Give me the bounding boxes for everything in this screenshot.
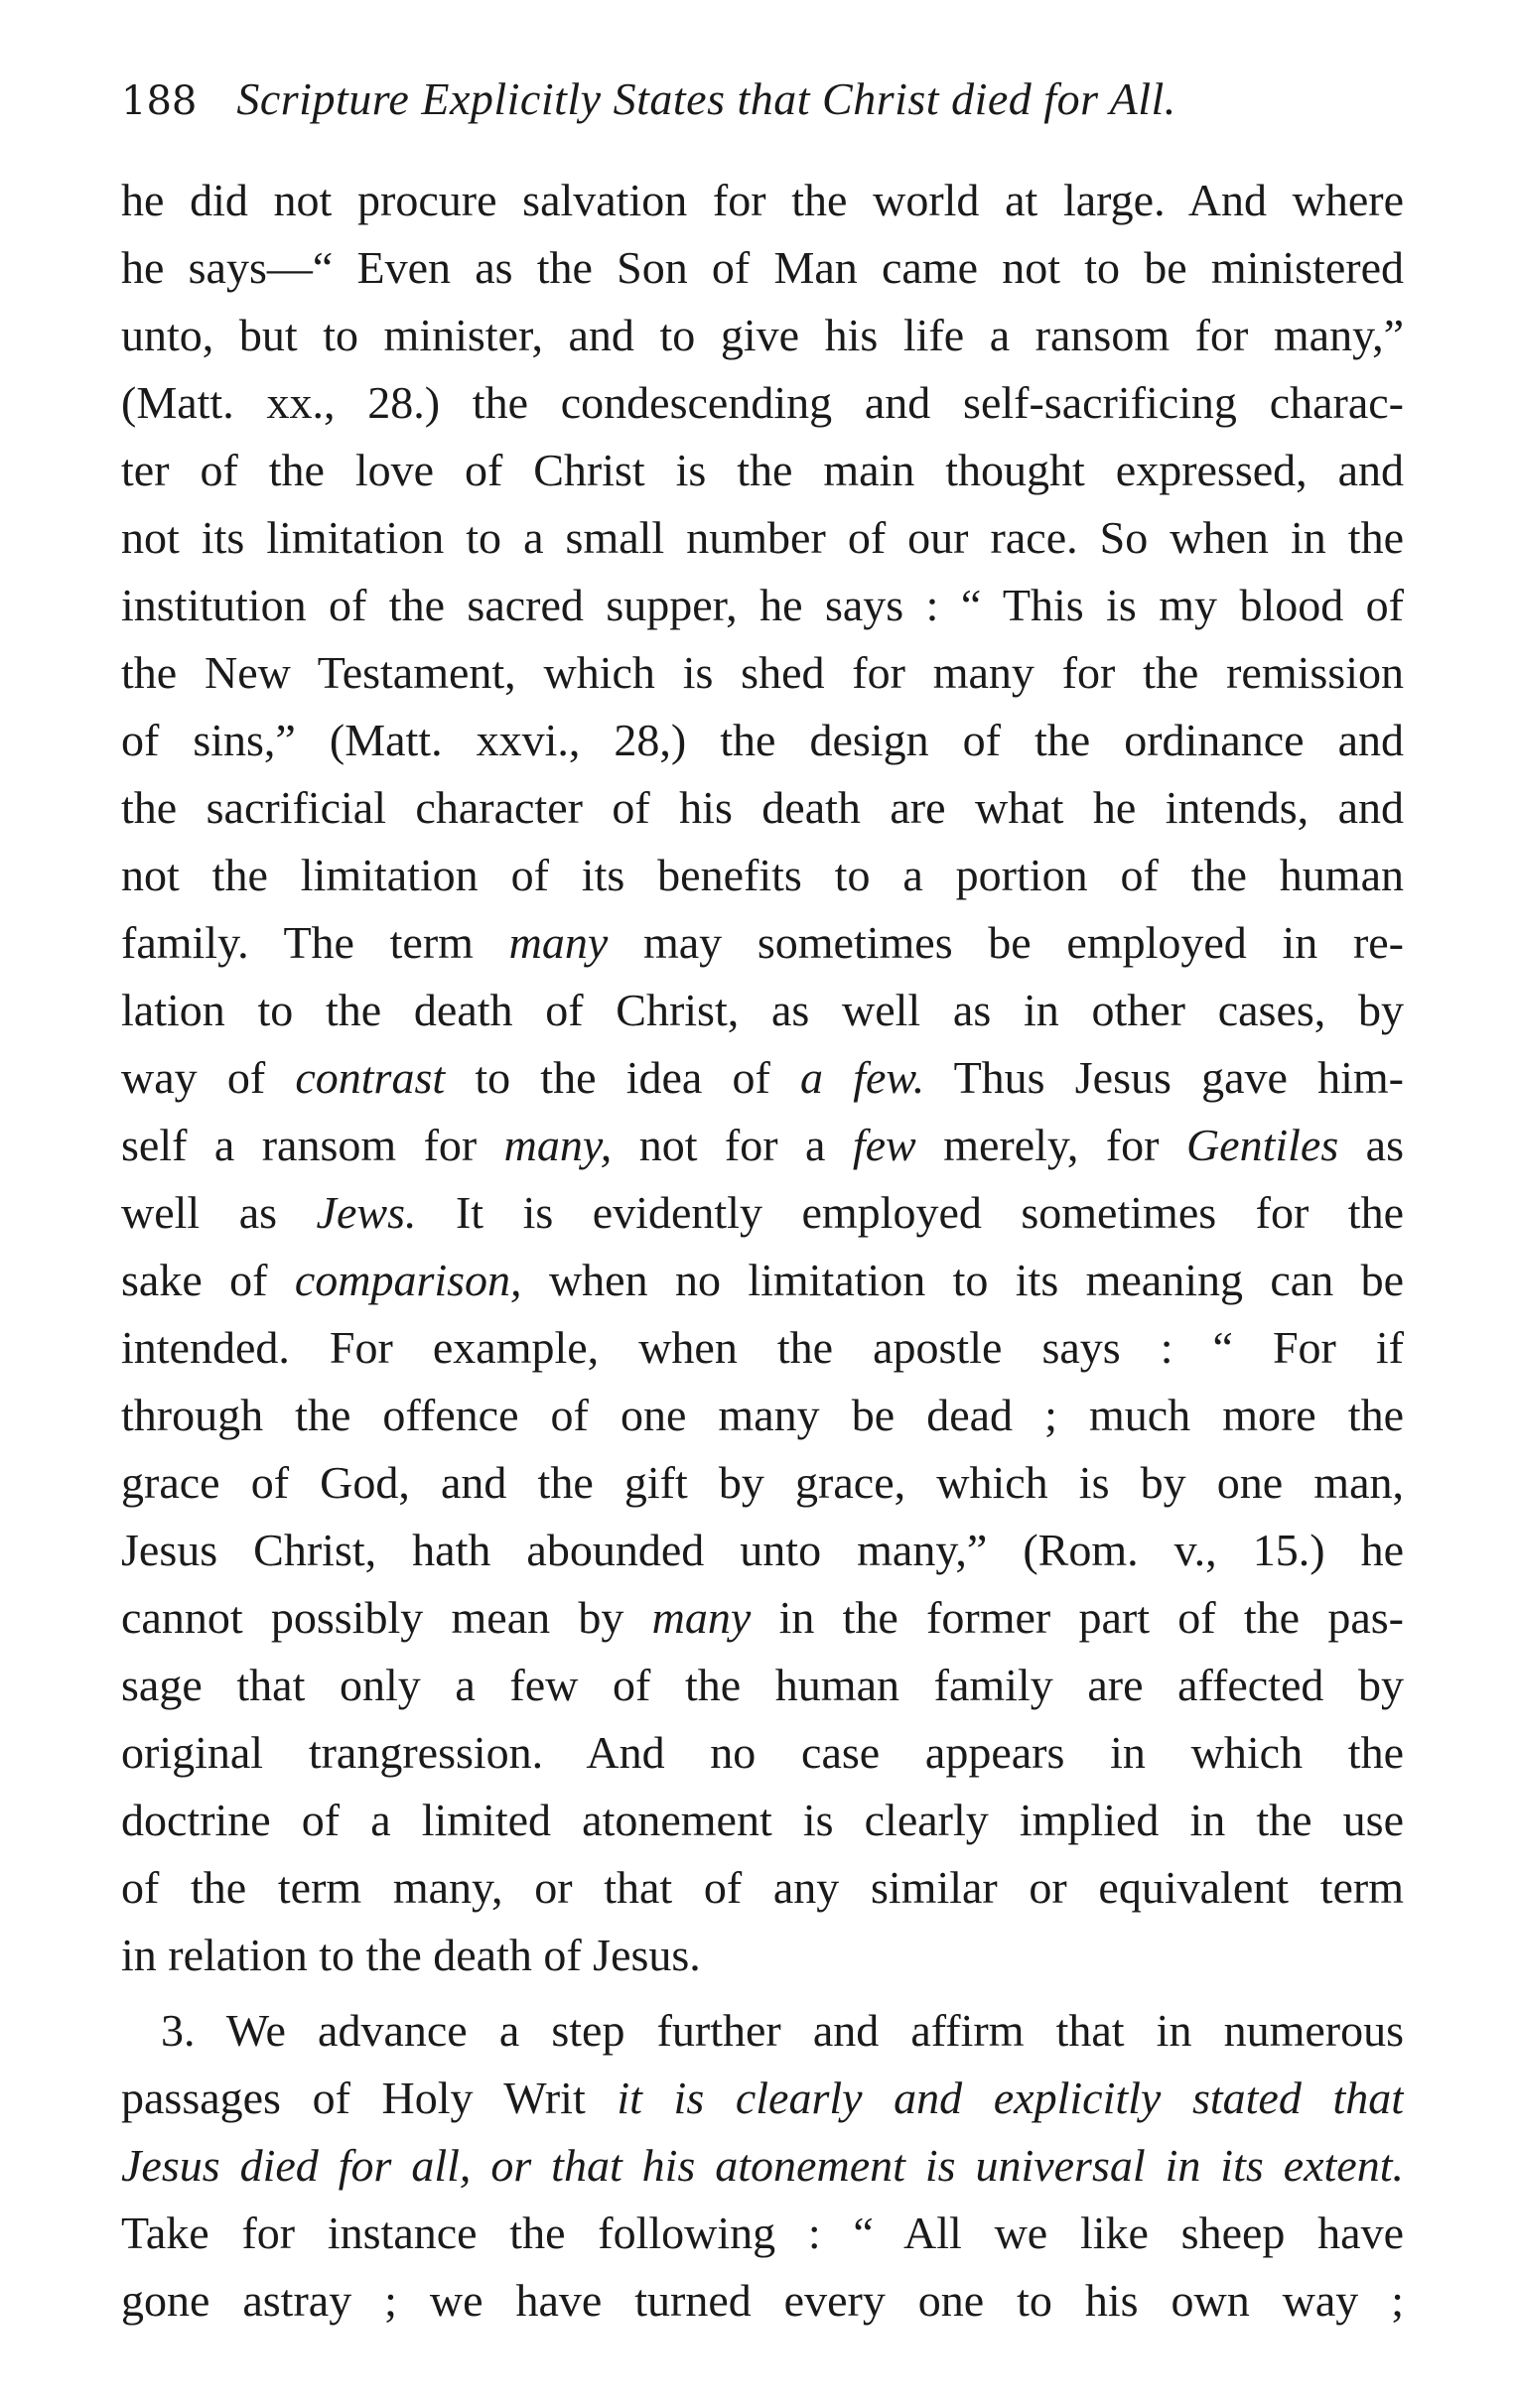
text-line: not the limitation of its benefits to a portion of the human (121, 850, 1404, 900)
running-title: Scripture Explicitly States that Christ died for All. (236, 73, 1176, 124)
text-line: original trangression. And no case appears in which the (121, 1727, 1404, 1778)
text-line (121, 1584, 1404, 1652)
text-run: not for a (612, 1120, 853, 1170)
text-line: the sacrificial character of his death are what he intends, and (121, 782, 1404, 833)
text-line: intended. For example, when the apostle says : “ For if (121, 1322, 1404, 1373)
text-line: Take for instance the following : “ All we like sheep have (121, 2207, 1404, 2258)
text-run: when no limitation to its meaning can be (521, 1255, 1404, 1305)
text-line (121, 1247, 1404, 1314)
text-line (121, 909, 1404, 977)
emphasis: Gentiles (1185, 1120, 1339, 1170)
text-line: doctrine of a limited atonement is clearly implied in the use (121, 1795, 1404, 1845)
text-line (121, 1112, 1404, 1179)
text-run: to the idea of (445, 1052, 801, 1103)
paragraph-1 (121, 167, 1404, 1989)
text-run: cannot possibly mean by (121, 1592, 652, 1643)
text-line: ter of the love of Christ is the main thought expressed, and (121, 445, 1404, 495)
text-run: sake of (121, 1255, 295, 1305)
text-line (121, 1044, 1404, 1112)
text-line (121, 1179, 1404, 1247)
text-run: way of (121, 1052, 296, 1103)
text-line: the New Testament, which is shed for many for the remission (121, 647, 1404, 698)
text-run: It is evidently employed sometimes for the (416, 1187, 1404, 1238)
text-line: not its limitation to a small number of our race. So when in the (121, 512, 1404, 563)
emphasis: contrast (295, 1052, 446, 1103)
paragraph-gap (121, 1989, 1404, 1997)
text-line: of sins,” (Matt. xxvi., 28,) the design of the ordinance and (121, 715, 1404, 765)
emphasis: comparison, (294, 1255, 522, 1305)
text-line: grace of God, and the gift by grace, which is by one man, (121, 1457, 1404, 1508)
emphasis: Jews. (316, 1187, 417, 1238)
emphasis: or that his atonement is universal in its extent. (471, 2140, 1404, 2191)
text-line (121, 2065, 1404, 2132)
text-run: in the former part of the pas- (751, 1592, 1404, 1643)
text-run: Thus Jesus gave him- (924, 1052, 1404, 1103)
emphasis: many, (503, 1120, 613, 1170)
emphasis: a few. (800, 1052, 925, 1103)
text-run: self a ransom for (121, 1120, 504, 1170)
text-run: merely, for (915, 1120, 1186, 1170)
emphasis: many (508, 917, 609, 968)
text-run: family. The term (121, 917, 509, 968)
paragraph-2 (121, 1997, 1404, 2335)
text-line: sage that only a few of the human family are affected by (121, 1660, 1404, 1710)
text-line: through the offence of one many be dead ; much more the (121, 1390, 1404, 1440)
text-line: institution of the sacred supper, he says : “ This is my blood of (121, 580, 1404, 630)
emphasis: many (651, 1592, 752, 1643)
text-line: in relation to the death of Jesus. (121, 1930, 701, 1980)
emphasis: few (852, 1120, 916, 1170)
emphasis: Jesus died for all, (121, 2140, 472, 2191)
text-line: he did not procure salvation for the world at large. And where (121, 175, 1404, 225)
body-text (121, 167, 1404, 2335)
text-run: may sometimes be employed in re- (608, 917, 1404, 968)
running-head (121, 69, 1412, 131)
text-line: 3. We advance a step further and affirm that in numerous (161, 2005, 1404, 2056)
text-line: unto, but to minister, and to give his life a ransom for many,” (121, 310, 1404, 360)
emphasis: it is clearly and explicitly stated that (617, 2073, 1404, 2123)
text-line: Jesus Christ, hath abounded unto many,” (Rom. v., 15.) he (121, 1525, 1404, 1575)
text-line: of the term many, or that of any similar or equivalent term (121, 1862, 1404, 1913)
text-line: lation to the death of Christ, as well as in other cases, by (121, 985, 1404, 1035)
page-number: 188 (121, 78, 198, 124)
text-run: as (1338, 1120, 1404, 1170)
text-line (121, 2132, 1404, 2200)
text-run: passages of Holy Writ (121, 2073, 618, 2123)
text-line: he says—“ Even as the Son of Man came not to be ministered (121, 242, 1404, 293)
text-line: gone astray ; we have turned every one to his own way ; (121, 2275, 1404, 2326)
text-run: well as (121, 1187, 317, 1238)
text-line: (Matt. xx., 28.) the condescending and self-sacrificing charac- (121, 377, 1404, 428)
